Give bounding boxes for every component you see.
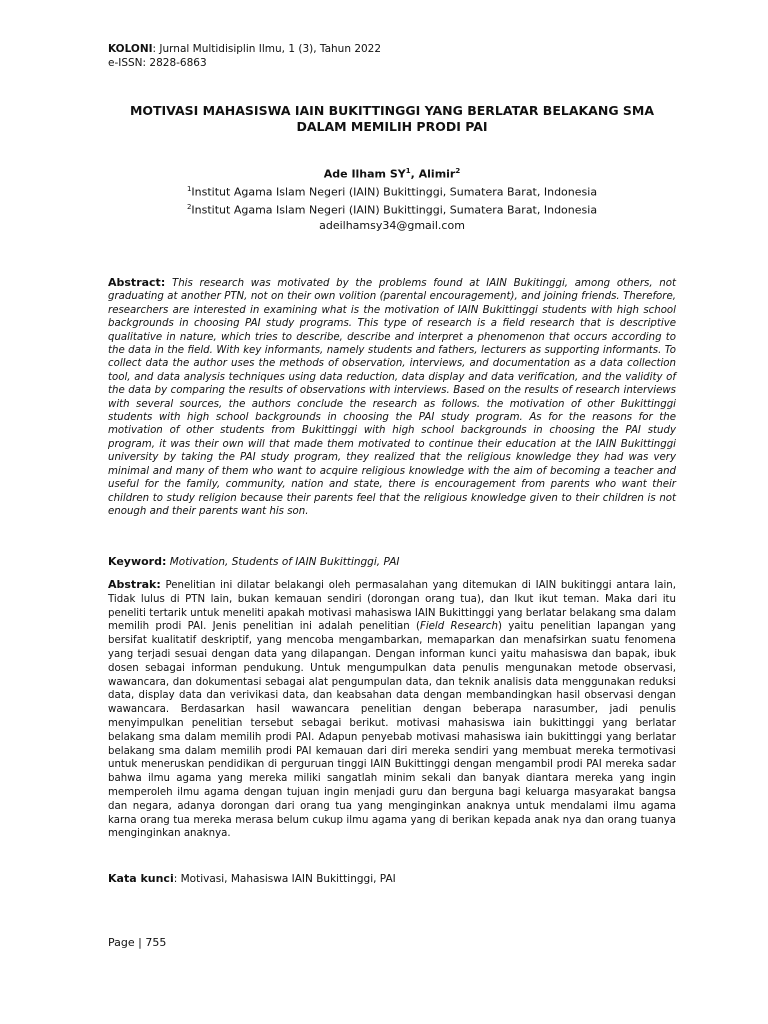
author-affiliation-mark: 2 xyxy=(455,167,461,175)
author-email: adeilhamsy34@gmail.com xyxy=(319,219,465,233)
abstrak-text-part2: ) yaitu penelitian lapangan yang bersifat kualitatif deskriptif, yang mencoba mengambarkan, memaparkan dan menafsirkan suatu fenomena yang terjadi sesuai dengan data yang dilapangan. Dengan informan kunci yaitu mahasiswa dan bapak, ibuk dosen sebagai informan pendukung. Untuk mengumpulkan data penulis mengunakan metode observasi, wawancara, dan dokumentasi sebagai alat pengumpulan data, dan teknik analisis data menggunakan reduksi data, display data dan verivikasi data, dan keabsahan data dengan membandingkan hasil observasi dengan wawancara. Berdasarkan hasil wawancara penelitian dengan beberapa narasumber, jadi penulis menyimpulkan penelitian tersebut sebagai berikut. motivasi mahasiswa iain bukittinggi yang berlatar belakang sma dalam memilih prodi PAI. Adapun penyebab motivasi mahasiswa iain bukittinggi yang berlatar belakang sma dalam memilih prodi PAI kemauan dari diri mereka sendiri yang membuat mereka termotivasi untuk meneruskan pendidikan di perguruan tinggi IAIN Bukittinggi dengan mengambil prodi PAI mereka sadar bahwa ilmu agama yang mereka miliki sangatlah minim sekali dan banyak diantara mereka yang ingin memperoleh ilmu agama dengan tujuan ingin menjadi guru dan berguna bagi keluarga masyarakat bangsa dan negara, adanya dorongan dari orang tua yang menginginkan anaknya untuk mendalami ilmu agama karna orang tua mereka merasa belum cukup ilmu agama yang di berikan kepada anak nya dan orang tuanya menginginkan anaknya. xyxy=(108,621,676,840)
page-number: Page | 755 xyxy=(108,936,167,949)
author-separator: , xyxy=(410,167,419,181)
kata-kunci-text: : Motivasi, Mahasiswa IAIN Bukittinggi, PAI xyxy=(173,873,396,885)
abstract-text: This research was motivated by the problems found at IAIN Bukitinggi, among others, not graduating at another PTN, not on their own volition (parental encouragement), and joining friends. Therefore, researchers are interested in examining what is the motivation of IAIN Bukittinggi students with high school backgrounds in choosing PAI study programs. This type of research is a field research that is descriptive qualitative in nature, which tries to describe, describe and interpret a phenomenon that occurs according to the data in the field. With key informants, namely students and fathers, lecturers as supporting informants. To collect data the author uses the methods of observation, interviews, and documentation as a data collection tool, and data analysis techniques using data reduction, data display and data verification, and the validity of the data by comparing the results of observations with interviews. Based on the results of research interviews with several sources, the authors conclude the research as follows. the motivation of other Bukittinggi students with high school backgrounds in choosing the PAI study program. As for the reasons for the motivation of other students from Bukittinggi with high school backgrounds in choosing the PAI study program, it was their own will that made them motivated to continue their education at the IAIN Bukittinggi university by taking the PAI study program, they realized that the religious knowledge they had was very minimal and many of them who want to acquire religious knowledge with the aim of becoming a teacher and useful for the family, community, nation and state, there is encouragement from parents who want their children to study religion because their parents feel that the religious knowledge given to their children is not enough and their parents want his son. xyxy=(108,278,676,517)
author-name: Ade Ilham SY xyxy=(323,167,406,181)
journal-citation xyxy=(108,42,381,56)
abstract-indonesian xyxy=(108,578,676,841)
affiliation-line xyxy=(108,200,676,218)
keywords-english xyxy=(108,555,676,569)
abstrak-text-part1: Penelitian ini dilatar belakangi oleh permasalahan yang ditemukan di IAIN bukitinggi antara lain, Tidak lulus di PTN lain, bukan kemauan sendiri (dorongan orang tua), dan Ikut ikut teman. Maka dari itu peneliti tertarik untuk meneliti apakah motivasi mahasiswa IAIN Bukittinggi yang berlatar belakang sma dalam memilih prodi PAI. Jenis penelitian ini adalah penelitian ( xyxy=(108,580,676,633)
affiliation-text: Institut Agama Islam Negeri (IAIN) Bukittinggi, Sumatera Barat, Indonesia xyxy=(191,203,598,217)
keywords-label: Keyword: xyxy=(108,555,167,568)
journal-name: KOLONI xyxy=(108,43,153,55)
abstract-label: Abstract: xyxy=(108,276,166,289)
affiliation-mark: 2 xyxy=(186,203,192,212)
journal-volume: : Jurnal Multidisiplin Ilmu, 1 (3), Tahun 2022 xyxy=(152,43,382,55)
journal-header xyxy=(108,42,381,70)
author-name: Alimir xyxy=(418,167,456,181)
author-affiliation-mark: 1 xyxy=(405,167,411,175)
kata-kunci-label: Kata kunci xyxy=(108,872,174,885)
journal-issn: e-ISSN: 2828-6863 xyxy=(108,57,207,69)
affiliation-text: Institut Agama Islam Negeri (IAIN) Bukittinggi, Sumatera Barat, Indonesia xyxy=(191,185,598,199)
author-line xyxy=(108,164,676,182)
abstrak-italic-term: Field Research xyxy=(419,621,498,633)
paper-title: MOTIVASI MAHASISWA IAIN BUKITTINGGI YANG BERLATAR BELAKANG SMA DALAM MEMILIH PRODI PAI xyxy=(129,103,655,134)
affiliations xyxy=(108,182,676,234)
affiliation-line xyxy=(108,182,676,200)
abstrak-label: Abstrak: xyxy=(108,578,161,591)
keywords-text: Motivation, Students of IAIN Bukittinggi, PAI xyxy=(169,556,400,568)
abstract-english xyxy=(108,276,676,518)
keywords-indonesian xyxy=(108,872,676,886)
affiliation-mark: 1 xyxy=(186,185,192,193)
